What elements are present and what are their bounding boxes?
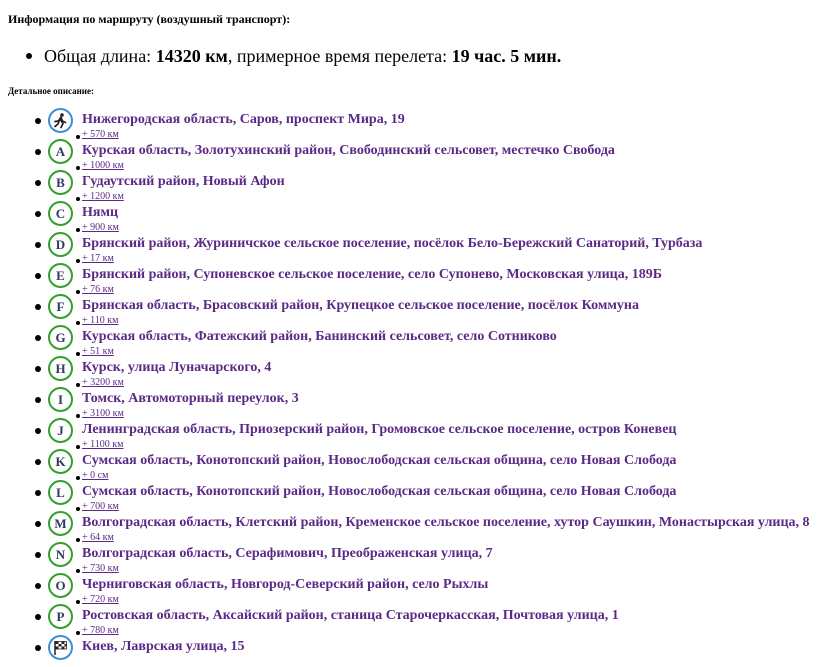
route-stop xyxy=(0,262,822,293)
waypoint-marker[interactable]: G xyxy=(48,325,73,350)
segment-distance-link[interactable]: + 730 км xyxy=(82,563,119,574)
route-stop xyxy=(0,293,822,324)
waypoint-marker[interactable]: O xyxy=(48,573,73,598)
bullet xyxy=(35,521,41,527)
waypoint-marker[interactable]: I xyxy=(48,387,73,412)
segment-distance-link[interactable]: + 900 км xyxy=(82,222,119,233)
segment-distance-link[interactable]: + 780 км xyxy=(82,625,119,636)
waypoint-marker[interactable]: F xyxy=(48,294,73,319)
stop-address[interactable]: Волгоградская область, Клетский район, Кременское сельское поселение, хутор Саушкин, Монастырская улица, 8 xyxy=(82,515,810,530)
route-stop xyxy=(0,541,822,572)
stop-address[interactable]: Сумская область, Конотопский район, Новослободская сельская община, село Новая Слобода xyxy=(82,484,677,499)
bullet xyxy=(35,366,41,372)
waypoint-marker[interactable]: P xyxy=(48,604,73,629)
bullet xyxy=(35,118,41,124)
bullet xyxy=(35,459,41,465)
segment-distance-link[interactable]: + 0 см xyxy=(82,470,109,481)
route-stop xyxy=(0,386,822,417)
bullet xyxy=(35,397,41,403)
segment-distance-link[interactable]: + 17 км xyxy=(82,253,114,264)
segment-distance-link[interactable]: + 570 км xyxy=(82,129,119,140)
waypoint-marker[interactable]: M xyxy=(48,511,73,536)
stop-address[interactable]: Брянский район, Супоневское сельское поселение, село Супонево, Московская улица, 189Б xyxy=(82,267,662,282)
route-stop xyxy=(0,448,822,479)
route-stop xyxy=(0,510,822,541)
stop-address[interactable]: Нямц xyxy=(82,205,119,220)
waypoint-marker[interactable]: N xyxy=(48,542,73,567)
finish-flag-icon[interactable] xyxy=(48,635,73,660)
route-stop xyxy=(0,355,822,386)
bullet xyxy=(35,552,41,558)
bullet xyxy=(35,583,41,589)
route-stop xyxy=(0,603,822,634)
segment-distance-link[interactable]: + 76 км xyxy=(82,284,114,295)
stop-address[interactable]: Курск, улица Луначарского, 4 xyxy=(82,360,272,375)
waypoint-marker[interactable]: J xyxy=(48,418,73,443)
bullet xyxy=(35,211,41,217)
summary-item xyxy=(26,46,561,67)
segment-distance-link[interactable]: + 110 км xyxy=(82,315,119,326)
waypoint-marker[interactable]: H xyxy=(48,356,73,381)
runner-icon[interactable] xyxy=(48,108,73,133)
segment-distance-link[interactable]: + 3200 км xyxy=(82,377,124,388)
route-stop xyxy=(0,479,822,510)
waypoint-marker[interactable]: L xyxy=(48,480,73,505)
waypoint-marker[interactable]: C xyxy=(48,201,73,226)
bullet xyxy=(35,273,41,279)
stop-address[interactable]: Сумская область, Конотопский район, Новослободская сельская община, село Новая Слобода xyxy=(82,453,677,468)
length-label: Общая длина: xyxy=(44,46,152,66)
stop-address[interactable]: Курская область, Золотухинский район, Свободинский сельсовет, местечко Свобода xyxy=(82,143,615,158)
route-stop xyxy=(0,231,822,262)
route-stop xyxy=(0,138,822,169)
bullet xyxy=(35,428,41,434)
segment-distance-link[interactable]: + 51 км xyxy=(82,346,114,357)
stop-address[interactable]: Брянский район, Журиничское сельское поселение, посёлок Бело-Бережский Санаторий, Турбаза xyxy=(82,236,703,251)
bullet xyxy=(35,490,41,496)
stop-address[interactable]: Волгоградская область, Серафимович, Преображенская улица, 7 xyxy=(82,546,493,561)
segment-distance-link[interactable]: + 720 км xyxy=(82,594,119,605)
stop-address[interactable]: Ленинградская область, Приозерский район, Громовское сельское поселение, остров Коневец xyxy=(82,422,677,437)
time-label: , примерное время перелета: xyxy=(227,46,448,66)
total-length: 14320 км xyxy=(155,46,228,66)
stop-address[interactable]: Гудаутский район, Новый Афон xyxy=(82,174,285,189)
bullet xyxy=(35,335,41,341)
bullet xyxy=(35,180,41,186)
bullet xyxy=(35,614,41,620)
bullet xyxy=(35,149,41,155)
stop-address[interactable]: Черниговская область, Новгород-Северский район, село Рыхлы xyxy=(82,577,489,592)
route-stop xyxy=(0,324,822,355)
stop-address[interactable]: Томск, Автомоторный переулок, 3 xyxy=(82,391,299,406)
segment-distance-link[interactable]: + 3100 км xyxy=(82,408,124,419)
route-stop-list xyxy=(0,107,822,665)
route-info-title: Информация по маршруту (воздушный транспорт): xyxy=(8,12,291,26)
route-stop xyxy=(0,200,822,231)
stop-address[interactable]: Нижегородская область, Саров, проспект Мира, 19 xyxy=(82,112,405,127)
route-stop xyxy=(0,169,822,200)
bullet xyxy=(26,53,32,59)
route-stop xyxy=(0,572,822,603)
bullet xyxy=(35,645,41,651)
waypoint-marker[interactable]: K xyxy=(48,449,73,474)
waypoint-marker[interactable]: B xyxy=(48,170,73,195)
segment-distance-link[interactable]: + 64 км xyxy=(82,532,114,543)
route-stop xyxy=(0,634,822,665)
stop-address[interactable]: Ростовская область, Аксайский район, станица Старочеркасская, Почтовая улица, 1 xyxy=(82,608,619,623)
segment-distance-link[interactable]: + 700 км xyxy=(82,501,119,512)
route-stop xyxy=(0,107,822,138)
segment-distance-link[interactable]: + 1000 км xyxy=(82,160,124,171)
bullet xyxy=(35,304,41,310)
route-stop xyxy=(0,417,822,448)
detail-title: Детальное описание: xyxy=(8,86,94,96)
segment-distance-link[interactable]: + 1200 км xyxy=(82,191,124,202)
route-summary xyxy=(26,46,561,67)
stop-address[interactable]: Брянская область, Брасовский район, Крупецкое сельское поселение, посёлок Коммуна xyxy=(82,298,639,313)
waypoint-marker[interactable]: A xyxy=(48,139,73,164)
segment-distance-link[interactable]: + 1100 км xyxy=(82,439,124,450)
waypoint-marker[interactable]: D xyxy=(48,232,73,257)
flight-time: 19 час. 5 мин. xyxy=(451,46,562,66)
waypoint-marker[interactable]: E xyxy=(48,263,73,288)
stop-address[interactable]: Киев, Лаврская улица, 15 xyxy=(82,639,245,654)
bullet xyxy=(35,242,41,248)
stop-address[interactable]: Курская область, Фатежский район, Банинский сельсовет, село Сотниково xyxy=(82,329,557,344)
